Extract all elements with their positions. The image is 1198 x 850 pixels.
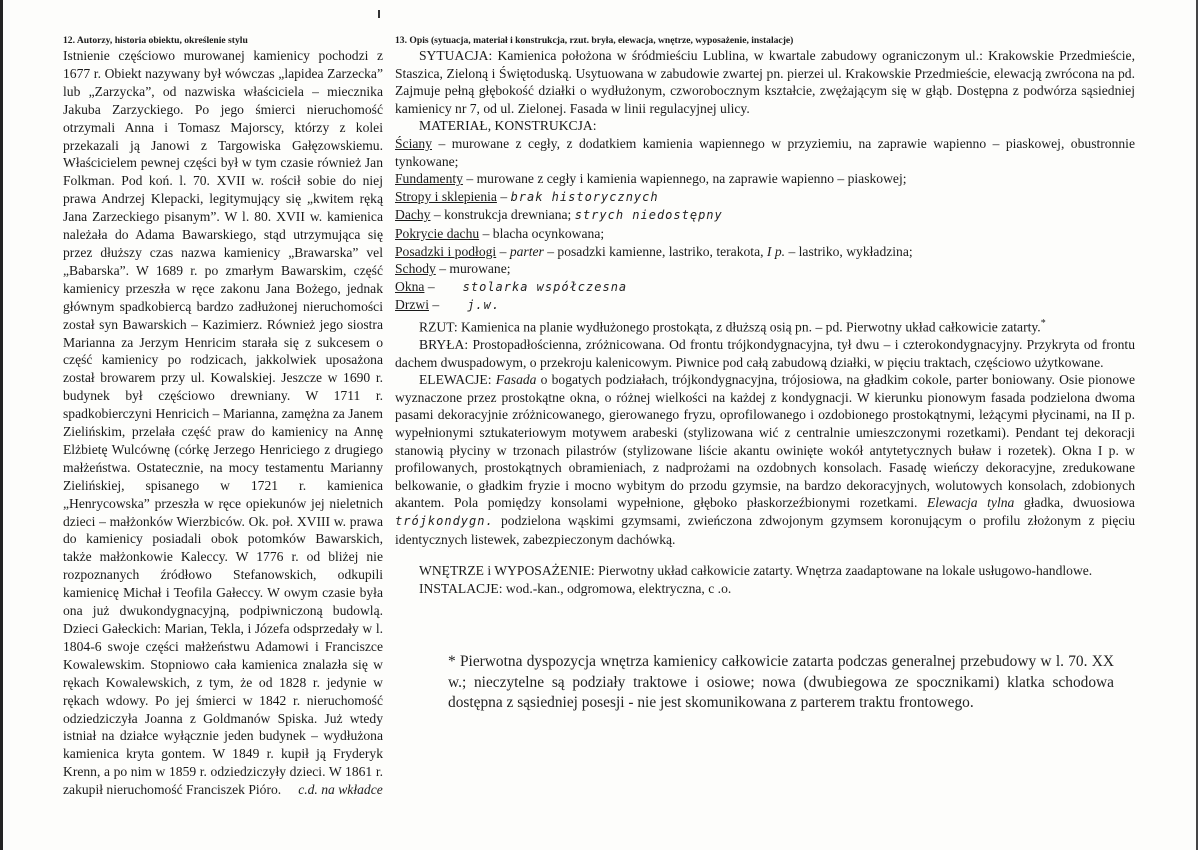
history-body: Istnienie częściowo murowanej kamienicy pochodzi z 1677 r. Obiekt nazywany był wówczas „lapidea Zarzecka” lub „Zarzycka”, od nazwiska właściciela – miecznika Jakuba Zarzyckiego. Po jego śmierci nieruchomość otrzymali Anna i Tomasz Majorscy, którzy z kolei przekazali ją Janowi z Targowiska Gałęzowskiemu. Właścicielem pewnej części był w tym czasie również Jan Folkman. Pod koń. l. 70. XVII w. rościł sobie do niej prawa Andrzej Klepacki, legitymujący się „kwitem ręką Jana Zarzeckiego pisanym”. W l. 80. XVII w. kamienica należała do Adama Bawarskiego, stąd utrzymująca się przez dłuższy czas nazwa kamienicy „Brawarska” vel „Babarska”. W 1689 r. po zmarłym Bawarskim, część kamienicy przeszła w ręce zakonu Jana Bożego, jednak głównym spadkobiercą bardzo zadłużonej nieruchomości został syn Bawarskich – Kazimierz. Również jego siostra Marianna za Jerzym Henricim starała się z sukcesem o część kamienicy po rodzicach, jakkolwiek uposażona został browarem przy ul. Kowalskiej. Jeszcze w 1690 r. budynek był częściowo drewniany. W 1711 r. spadkobierczyni Henricich – Marianna, zamężna za Janem Zielińskim, przelała część praw do kamienicy na Annę Elżbietę Wulcównę (córkę Jerzego Henriciego z drugiego małżeństwa. Ostatecznie, na mocy testamentu Marianny Zielińskiej, spisanego w 1721 r. kamienica „Henrycowska” przeszła w ręce opiekunów jej nieletnich dzieci – małżonków Wierzbiców. Ok. poł. XVIII w. prawa do kamienicy posiadali obok potomków Bawarskich, także małżonkowie Kaleccy. W 1776 r. od bliżej nie rozpoznanych źródłowo Stefanowskich, odkupili kamienicę Michał i Teofila Gałeccy. W owym czasie była ona już dwukondygnacyjną, podpiwniczoną budowlą. Dzieci Gałeckich: Marian, Tekla, i Józefa odsprzedały w l. 1804-6 swoje części małżeństwu Adamowi i Franciszce Kowalewskim. Stopniowo cała kamienica znalazła się w rękach Kowalewskich, z tym, że od 1828 r. jedynie w rękach wdowy. Po jej śmierci w 1842 r. nieruchomość odziedziczyła Joanna z Goldmanów Spiska. Już wtedy istniał na działce wyłącznie jeden budynek – wydłużona kamienica kryta gontem. W 1849 r. kupił ją Fryderyk Krenn, a po nim w 1859 r. odziedziczyły dzieci. W 1861 r. zakupił nieruchomość Franciszek Pióro.	[63, 48, 383, 798]
history-column	[63, 35, 383, 799]
posadzki-row	[395, 243, 1135, 261]
fundamenty-label: Fundamenty	[395, 171, 463, 187]
okna-text: –	[427, 278, 435, 294]
instalacje-row	[395, 580, 1135, 598]
instalacje-label: INSTALACJE:	[419, 580, 503, 596]
sytuacja-text: Kamienica położona w śródmieściu Lublina, w kwartale zabudowy ograniczonym ul.: Krakowskie Przedmieście, Staszica, Zieloną i Świętoduską. Usytuowana w zabudowie zwartej pn. pierzei ul. Krakowskie Przedmieście, elewacją zwrócona na pd. Zajmuje pełną głębokość działki o wydłużonym, czworobocznym kształcie, zwężającym się w głąb. Dostępna z podwórza sąsiedniej kamienicy nr 7, od ul. Zielonej. Fasada w linii regulacyjnej ulicy.	[395, 48, 1135, 116]
drzwi-row	[395, 296, 1135, 315]
bryla-label: BRYŁA:	[419, 337, 469, 353]
elewacje-fasada-text: o bogatych podziałach, trójkondygnacyjna, trójosiowa, na gładkim cokole, parter boniowany. Osie pionowe wyznaczone przez prostokątne okna, o różnej wielkości na każdej z kondygnacji. W kierunku pionowym fasada podzielona dwoma pasami dekoracyjnie zróżnicowanego, gierowanego fryzu, oprofilowanego i ozdobionego prostokątnymi, leżącymi płycinami, na II p. wypełnionymi sztukateriowym motywem arabeski (stylizowana wić z centralnie umieszczonymi rozetkami). Pendant tej dekoracji stanowią płyciny w trzonach pilastrów (stylizowane liście akantu owinięte wokół antytetycznych buław i rozetek). Okna I p. w profilowanych, prostokątnych obramieniach, z nadprożami na ozdobnych konsolach. Fasadę wieńczy dekoracyjne, zredukowane belkowanie, o gładkim fryzie i mocno wybitym do przodu gzymsie, na bardzo dekoracyjnych, wolutowych konsolach, zdobionych akantem. Pola pomiędzy konsolami wypełnione, głęboko płaskorzeźbionymi rozetkami.	[395, 372, 1135, 511]
continued-note: c.d. na wkładce	[298, 782, 383, 798]
sciany-text: – murowane z cegły, z dodatkiem kamienia wapiennego w przyziemiu, na zaprawie wapienno – piaskowej, obustronnie tynkowane;	[395, 135, 1135, 169]
stropy-handwriting: brak historycznych	[510, 189, 659, 204]
stropy-text: –	[500, 188, 508, 204]
elewacje-handwriting: trójkondygn.	[395, 513, 494, 528]
schody-label: Schody	[395, 261, 436, 277]
stropy-row	[395, 188, 1135, 207]
wnetrze-text: Pierwotny układ całkowicie zatarty. Wnętrza zaadaptowane na lokale usługowo-handlowe.	[598, 563, 1093, 579]
description-column	[395, 35, 1135, 597]
schody-row	[395, 260, 1135, 278]
dachy-text: – konstrukcja drewniana;	[433, 207, 572, 223]
drzwi-label: Drzwi	[395, 297, 429, 313]
elewacje-tylna: Elewacja tylna	[927, 495, 1015, 511]
fundamenty-row	[395, 170, 1135, 188]
history-heading: 12. Autorzy, historia obiektu, określenie stylu	[63, 35, 248, 46]
posadzki-ip: I p.	[766, 243, 786, 259]
stropy-label: Stropy i sklepienia	[395, 188, 497, 204]
sytuacja-paragraph	[395, 47, 1135, 117]
sytuacja-label: SYTUACJA:	[419, 48, 493, 63]
bryla-text: Prostopadłościenna, zróżnicowana. Od frontu trójkondygnacyjna, tył dwu – i czterokondygnacyjny. Przykryta od frontu dachem dwuspadowym, o przekroju kalenicowym. Piwnice pod całą zabudową działki, w pięciu traktach, częściowo użytkowane.	[395, 337, 1135, 370]
rzut-paragraph	[395, 315, 1135, 336]
okna-handwriting: stolarka współczesna	[462, 279, 628, 294]
posadzki-dash: –	[499, 243, 507, 259]
dachy-label: Dachy	[395, 207, 431, 223]
posadzki-label: Posadzki i podłogi	[395, 243, 497, 259]
pokrycie-row	[395, 225, 1135, 243]
elewacje-paragraph	[395, 371, 1135, 548]
rzut-text: Kamienica na planie wydłużonego prostokąta, z dłuższą osią pn. – pd. Pierwotny układ całkowicie zatarty.	[461, 319, 1041, 335]
posadzki-parter: parter	[509, 243, 544, 259]
instalacje-text: wod.-kan., odgromowa, elektryczna, c .o.	[505, 580, 732, 596]
elewacje-tylna-text: gładka, dwuosiowa	[1023, 495, 1135, 511]
top-tick-mark	[378, 10, 380, 18]
okna-row	[395, 278, 1135, 297]
elewacje-label: ELEWACJE:	[419, 372, 492, 388]
material-heading: MATERIAŁ, KONSTRUKCJA:	[419, 118, 597, 134]
pokrycie-text: – blacha ocynkowana;	[482, 225, 605, 241]
fundamenty-text: – murowane z cegły i kamienia wapiennego, na zaprawie wapienno – piaskowej;	[466, 171, 907, 187]
elewacje-tylna-rest: podzielona wąskimi gzymsami, zwieńczona zdwojonym gzymsem koronującym o profilu złożonym z pięciu identycznych listewek, zabezpieczonym dachówką.	[395, 512, 1135, 547]
drzwi-text: –	[432, 297, 440, 313]
description-heading: 13. Opis (sytuacja, materiał i konstrukcja, rzut. bryła, elewacja, wnętrze, wyposażenie, instalacje)	[395, 35, 794, 46]
rzut-asterisk: *	[1040, 317, 1046, 329]
footnote	[448, 652, 1114, 714]
dachy-handwriting: strych niedostępny	[574, 208, 723, 223]
schody-text: – murowane;	[439, 261, 511, 277]
pokrycie-label: Pokrycie dachu	[395, 225, 480, 241]
rzut-label: RZUT:	[419, 319, 458, 335]
okna-label: Okna	[395, 278, 425, 294]
footnote-text: Pierwotna dyspozycja wnętrza kamienicy całkowicie zatarta podczas generalnej przebudowy w l. 70. XX w.; nieczytelne są podziały traktowe i osiowe; nowa (dwubiegowa ze spocznikami) klatka schodowa dostępna z sąsiedniej posesji - nie jest skomunikowana z parterem traktu frontowego.	[448, 653, 1114, 711]
wnetrze-label: WNĘTRZE i WYPOSAŻENIE:	[419, 563, 595, 579]
bryla-paragraph	[395, 336, 1135, 371]
footnote-mark: *	[448, 653, 456, 670]
wnetrze-row	[395, 562, 1135, 580]
drzwi-handwriting: j.w.	[467, 298, 501, 313]
sciany-row	[395, 135, 1135, 170]
sciany-label: Ściany	[395, 135, 432, 151]
posadzki-ip-text: – lastriko, wykładzina;	[788, 243, 913, 259]
elewacje-fasada: Fasada	[495, 372, 537, 388]
history-text	[63, 47, 383, 799]
posadzki-parter-text: – posadzki kamienne, lastriko, terakota,	[547, 243, 764, 259]
dachy-row	[395, 206, 1135, 225]
